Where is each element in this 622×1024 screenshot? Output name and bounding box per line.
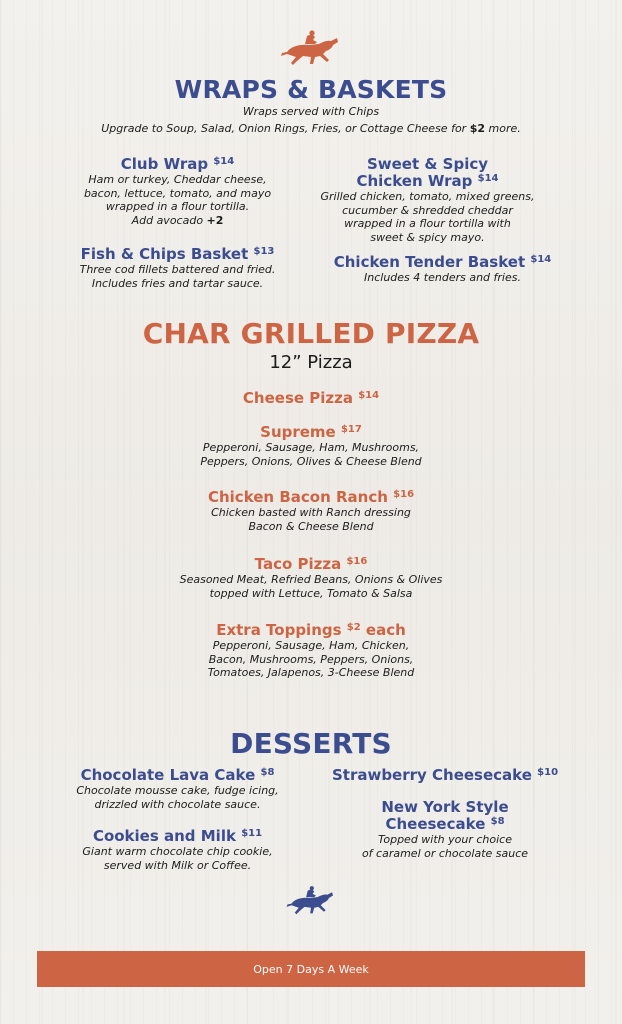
- desc-line: of caramel or chocolate sauce: [361, 846, 529, 860]
- desc-line: Bacon, Mushrooms, Peppers, Onions,: [208, 652, 414, 666]
- item-name: Strawberry Cheesecake: [331, 766, 532, 784]
- desc-line: wrapped in a flour tortilla with: [344, 217, 511, 230]
- horse-jockey-icon: [285, 884, 337, 920]
- addon-line: [55, 214, 300, 228]
- menu-item-club-wrap: [55, 156, 300, 227]
- item-title: [45, 828, 310, 845]
- item-description: [300, 190, 555, 244]
- upgrade-text: Upgrade to Soup, Salad, Onion Rings, Fries, or Cottage Cheese for: [101, 122, 470, 135]
- item-price: $13: [253, 246, 275, 257]
- item-title: [55, 156, 300, 173]
- desc-line: Ham or turkey, Cheddar cheese,: [88, 173, 267, 186]
- item-description: [55, 173, 300, 227]
- item-title: [315, 254, 570, 271]
- item-title-line-2: [300, 173, 555, 190]
- item-price: $16: [393, 489, 415, 500]
- item-title: [310, 767, 580, 784]
- desc-line: cucumber & shredded cheddar: [342, 203, 513, 217]
- item-title-line-1: Sweet & Spicy: [366, 155, 489, 173]
- desc-line: Includes 4 tenders and fries.: [364, 271, 521, 284]
- item-price: $17: [340, 424, 362, 435]
- item-price: $16: [346, 556, 368, 567]
- item-name: Chicken Wrap: [356, 172, 473, 190]
- item-price: $8: [260, 767, 275, 778]
- item-price: $14: [358, 390, 380, 401]
- item-name: Fish & Chips Basket: [80, 245, 249, 263]
- item-description: [45, 845, 310, 872]
- item-name: Chocolate Lava Cake: [80, 766, 256, 784]
- item-title: [50, 246, 305, 263]
- desserts-section-title: DESSERTS: [230, 727, 392, 760]
- item-title: [111, 489, 511, 506]
- wraps-note-upgrade: [0, 122, 622, 136]
- desc-line: Three cod fillets battered and fried.: [79, 263, 276, 276]
- item-description: [315, 271, 570, 285]
- item-name: Taco Pizza: [254, 555, 342, 573]
- menu-item-supreme: [111, 424, 511, 468]
- desc-line: Giant warm chocolate chip cookie,: [82, 845, 273, 858]
- menu-item-extra-toppings: [111, 622, 511, 680]
- wraps-note-chips: Wraps served with Chips: [242, 105, 380, 118]
- desc-line: Bacon & Cheese Blend: [248, 519, 374, 533]
- upgrade-price: $2: [469, 122, 486, 135]
- desc-line: bacon, lettuce, tomato, and mayo: [83, 186, 272, 200]
- item-price-suffix: each: [360, 621, 406, 639]
- menu-item-fish-chips: [50, 246, 305, 290]
- hours-banner: [37, 951, 585, 987]
- desc-line: Grilled chicken, tomato, mixed greens,: [320, 190, 535, 203]
- menu-item-strawberry-cheesecake: [310, 767, 580, 784]
- item-description: [325, 833, 565, 860]
- pizza-size-subtitle: 12” Pizza: [269, 352, 353, 373]
- item-price: $8: [490, 816, 505, 827]
- menu-item-sweet-spicy-wrap: [300, 156, 555, 244]
- item-title-line-2: [325, 816, 565, 833]
- item-name: Chicken Tender Basket: [333, 253, 526, 271]
- item-description: [45, 784, 310, 811]
- item-name: Cookies and Milk: [92, 827, 236, 845]
- item-name: Cheese Pizza: [242, 389, 353, 407]
- item-description: [111, 573, 511, 600]
- desc-line: Pepperoni, Sausage, Ham, Mushrooms,: [202, 441, 420, 454]
- item-description: [111, 506, 511, 533]
- desc-line: Tomatoes, Jalapenos, 3-Cheese Blend: [207, 666, 415, 679]
- menu-item-chocolate-lava-cake: [45, 767, 310, 811]
- item-description: [111, 441, 511, 468]
- desc-line: Chicken basted with Ranch dressing: [211, 506, 411, 519]
- item-title: [45, 767, 310, 784]
- item-name: Extra Toppings: [216, 621, 342, 639]
- item-name: Cheesecake: [385, 815, 486, 833]
- item-price: $14: [530, 254, 552, 265]
- desc-line: Includes fries and tartar sauce.: [91, 276, 264, 290]
- menu-item-new-york-cheesecake: [325, 799, 565, 860]
- desc-line: Chocolate mousse cake, fudge icing,: [76, 784, 279, 797]
- item-name: Chicken Bacon Ranch: [207, 488, 388, 506]
- item-name: Club Wrap: [120, 155, 209, 173]
- menu-item-taco-pizza: [111, 556, 511, 600]
- desc-line: Seasoned Meat, Refried Beans, Onions & Olives: [179, 573, 443, 586]
- item-price: $2: [346, 622, 361, 633]
- pizza-section-title: CHAR GRILLED PIZZA: [142, 317, 480, 350]
- item-price: $10: [537, 767, 559, 778]
- desc-line: wrapped in a flour tortilla.: [105, 200, 250, 213]
- horse-jockey-icon: [279, 30, 343, 70]
- upgrade-suffix: more.: [485, 122, 521, 135]
- desc-line: drizzled with chocolate sauce.: [94, 797, 261, 811]
- menu-item-chicken-tender: [315, 254, 570, 285]
- desc-line: served with Milk or Coffee.: [103, 858, 252, 872]
- item-description: [111, 639, 511, 680]
- item-price: $14: [213, 156, 235, 167]
- hours-text: Open 7 Days A Week: [253, 962, 369, 976]
- desc-line: topped with Lettuce, Tomato & Salsa: [209, 586, 413, 600]
- wraps-section-title: WRAPS & BASKETS: [174, 75, 448, 104]
- menu-item-cookies-and-milk: [45, 828, 310, 872]
- addon-label: Add avocado: [131, 213, 207, 227]
- desc-line: Pepperoni, Sausage, Ham, Chicken,: [212, 639, 410, 652]
- item-title: [111, 622, 511, 639]
- item-description: [50, 263, 305, 290]
- desc-line: sweet & spicy mayo.: [370, 230, 485, 244]
- item-name: Supreme: [260, 423, 336, 441]
- item-price: $11: [241, 828, 263, 839]
- menu-item-chicken-bacon-ranch: [111, 489, 511, 533]
- item-title: [111, 424, 511, 441]
- item-title-line-1: New York Style: [381, 798, 509, 816]
- item-title: [111, 556, 511, 573]
- desc-line: Topped with your choice: [378, 833, 512, 846]
- item-title: [111, 390, 511, 407]
- menu-item-cheese-pizza: [111, 390, 511, 407]
- addon-price: +2: [206, 213, 224, 227]
- desc-line: Peppers, Onions, Olives & Cheese Blend: [200, 454, 422, 468]
- item-price: $14: [477, 173, 499, 184]
